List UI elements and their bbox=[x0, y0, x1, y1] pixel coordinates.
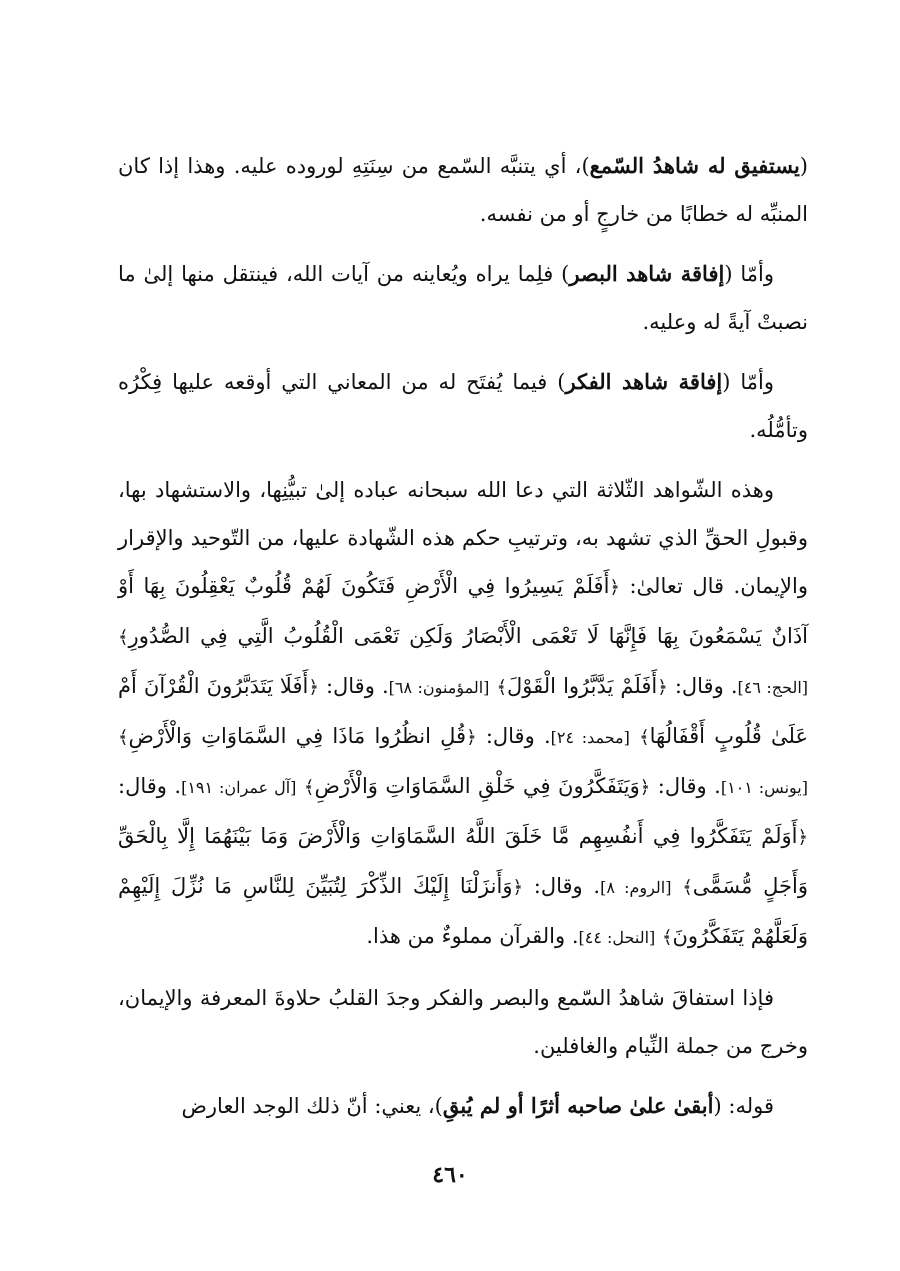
term-quote: أبقىٰ علىٰ صاحبه أثرًا أو لم يُبقِ bbox=[442, 1093, 714, 1118]
paragraph-text: فإذا استفاقَ شاهدُ السّمع والبصر والفكر وجدَ القلبُ حلاوةَ المعرفة والإيمان، وخرج من جملة النِّيام والغافلين. bbox=[118, 986, 808, 1058]
verse-reference: [المؤمنون: ٦٨] bbox=[388, 678, 490, 697]
close-paren: ) bbox=[434, 1094, 443, 1118]
paragraph-text: فيما يُفتَح له من المعاني التي أوقعه عليها فِكْرُه وتأمُّلُه. bbox=[118, 370, 808, 442]
quran-verse: أَفَلَمْ يَدَّبَّرُوا الْقَوْلَ bbox=[507, 674, 658, 698]
said-text: وقال: bbox=[523, 874, 583, 898]
verse-reference: [آل عمران: ١٩١] bbox=[181, 778, 297, 797]
quran-bracket-open: ﴿ bbox=[657, 677, 668, 698]
quran-verse: وَيَتَفَكَّرُونَ فِي خَلْقِ السَّمَاوَاتِ وَالْأَرْضِ bbox=[314, 774, 640, 798]
open-paren: ( bbox=[799, 154, 808, 178]
said-text: وقال: bbox=[318, 674, 375, 698]
term-sight-witness: إفاقة شاهد البصر bbox=[569, 261, 725, 286]
quran-bracket-close: ﴾ bbox=[639, 727, 650, 748]
paragraph-commentary bbox=[118, 1082, 808, 1130]
quran-verse: أَفَلَا يَتَدَبَّرُونَ الْقُرْآنَ أَمْ عَلَىٰ قُلُوبٍ أَقْفَالُهَا bbox=[118, 674, 808, 748]
page-body bbox=[118, 142, 808, 1142]
quran-bracket-open: ﴿ bbox=[609, 577, 620, 598]
verse-reference: [محمد: ٢٤] bbox=[550, 728, 630, 747]
paragraph-hearing bbox=[118, 142, 808, 238]
verse-reference: [النحل: ٤٤] bbox=[578, 928, 656, 947]
lead-text: وأمّا bbox=[730, 370, 774, 394]
verse-reference: [الروم: ٨] bbox=[600, 878, 672, 897]
quran-bracket-open: ﴿ bbox=[639, 777, 651, 798]
quran-bracket-close: ﴾ bbox=[661, 927, 673, 948]
quran-verse: قُلِ انظُرُوا مَاذَا فِي السَّمَاوَاتِ وَالْأَرْضِ bbox=[128, 724, 467, 748]
open-paren: ( bbox=[724, 262, 733, 286]
page-number: ٤٦٠ bbox=[432, 1162, 468, 1188]
said-text: وقال: bbox=[650, 774, 707, 798]
paragraph-sight bbox=[118, 250, 808, 346]
verse-reference: [الحج: ٤٦] bbox=[737, 678, 809, 697]
quran-verse: أَفَلَمْ يَسِيرُوا فِي الْأَرْضِ فَتَكُونَ لَهُمْ قُلُوبٌ يَعْقِلُونَ بِهَا أَوْ آذَانٌ يَسْمَعُونَ بِهَا فَإِنَّهَا لَا تَعْمَى الْأَبْصَارُ وَلَكِن تَعْمَى الْقُلُوبُ الَّتِي فِي الصُّدُورِ bbox=[118, 574, 808, 648]
quran-bracket-open: ﴿ bbox=[308, 677, 319, 698]
open-paren: ( bbox=[722, 370, 731, 394]
paragraph-text: ، يعني: أنّ ذلك الوجد العارض bbox=[181, 1094, 435, 1118]
said-text: وقال: bbox=[667, 674, 724, 698]
lead-text: وأمّا bbox=[732, 262, 774, 286]
open-paren: ( bbox=[713, 1094, 722, 1118]
intro-text: وهذه الشّواهد الثّلاثة التي دعا الله سبحانه عباده إلىٰ تبيُّنِها، والاستشهاد بها، وقبولِ الحقِّ الذي تشهد به، وترتيبِ حكم هذه الشّهادة عليها، من التّوحيد والإقرار والإيمان. قال تعالىٰ: bbox=[118, 478, 808, 598]
quran-bracket-close: ﴾ bbox=[496, 677, 508, 698]
paragraph-text: فلِما يراه ويُعاينه من آيات الله، فينتقل منها إلىٰ ما نصبتْ آيةً له وعليه. bbox=[118, 262, 808, 334]
close-paren: ) bbox=[561, 262, 570, 286]
quran-bracket-close: ﴾ bbox=[303, 777, 315, 798]
quran-bracket-close: ﴾ bbox=[682, 877, 693, 898]
quran-bracket-open: ﴿ bbox=[466, 727, 477, 748]
quran-bracket-close: ﴾ bbox=[118, 727, 129, 748]
lead-text: قوله: bbox=[721, 1094, 774, 1118]
said-text: وقال: bbox=[476, 724, 535, 748]
paragraph-text: ، أي يتنبَّه السّمع من سِنَتِهِ لوروده عليه. وهذا إذا كان المنبِّه له خطابًا من خارجٍ أو من نفسه. bbox=[118, 154, 808, 226]
paragraph-awakening bbox=[118, 974, 808, 1070]
outro-text: . والقرآن مملوءٌ من هذا. bbox=[366, 924, 579, 948]
said-text: وقال: bbox=[118, 774, 167, 798]
quran-bracket-open: ﴿ bbox=[512, 877, 524, 898]
term-thought-witness: إفاقة شاهد الفكر bbox=[565, 369, 723, 394]
term-hearing-witness: يستفيق له شاهدُ السّمع bbox=[589, 153, 800, 178]
close-paren: ) bbox=[557, 370, 566, 394]
close-paren: ) bbox=[581, 154, 590, 178]
quran-bracket-close: ﴾ bbox=[118, 627, 129, 648]
quran-verse: أَوَلَمْ يَتَفَكَّرُوا فِي أَنفُسِهِم مَّا خَلَقَ اللَّهُ السَّمَاوَاتِ وَالْأَرْضَ وَمَا بَيْنَهُمَا إِلَّا بِالْحَقِّ وَأَجَلٍ مُّسَمًّى bbox=[118, 824, 809, 898]
paragraph-three-witnesses: وهذه الشّواهد الثّلاثة التي دعا الله سبحانه عباده إلىٰ تبيُّنِها، والاستشهاد بها، وقبولِ الحقِّ الذي تشهد به، وترتيبِ حكم هذه الشّهادة عليها، من التّوحيد والإقرار والإيمان. قال تعالىٰ: ﴿أَفَلَمْ يَسِيرُوا فِي الْأَرْضِ فَتَكُونَ لَهُمْ قُلُوبٌ يَعْقِلُونَ بِهَا أَوْ آذَانٌ يَسْمَعُونَ بِهَا فَإِنَّهَا لَا تَعْمَى الْأَبْصَارُ وَلَكِن تَعْمَى الْقُلُوبُ الَّتِي فِي الصُّدُورِ﴾ [الحج: ٤٦]. وقال: ﴿أَفَلَمْ يَدَّبَّرُوا الْقَوْلَ﴾ [المؤمنون: ٦٨]. وقال: ﴿أَفَلَا يَتَدَبَّرُونَ الْقُرْآنَ أَمْ عَلَىٰ قُلُوبٍ أَقْفَالُهَا﴾ [محمد: ٢٤]. وقال: ﴿قُلِ انظُرُوا مَاذَا فِي السَّمَاوَاتِ وَالْأَرْضِ﴾ [يونس: ١٠١]. وقال: ﴿وَيَتَفَكَّرُونَ فِي خَلْقِ السَّمَاوَاتِ وَالْأَرْضِ﴾ [آل عمران: ١٩١]. وقال: ﴿أَوَلَمْ يَتَفَكَّرُوا فِي أَنفُسِهِم مَّا خَلَقَ اللَّهُ السَّمَاوَاتِ وَالْأَرْضَ وَمَا بَيْنَهُمَا إِلَّا بِالْحَقِّ وَأَجَلٍ مُّسَمًّى﴾ [الروم: ٨]. وقال: ﴿وَأَنزَلْنَا إِلَيْكَ الذِّكْرَ لِتُبَيِّنَ لِلنَّاسِ مَا نُزِّلَ إِلَيْهِمْ وَلَعَلَّهُمْ يَتَفَكَّرُونَ﴾ [النحل: ٤٤]. والقرآن مملوءٌ من هذا. bbox=[118, 478, 809, 948]
verse-reference: [يونس: ١٠١] bbox=[720, 778, 808, 797]
paragraph-thought bbox=[118, 358, 808, 454]
quran-bracket-open: ﴿ bbox=[797, 827, 808, 848]
quran-verse: وَأَنزَلْنَا إِلَيْكَ الذِّكْرَ لِتُبَيِّنَ لِلنَّاسِ مَا نُزِّلَ إِلَيْهِمْ وَلَعَلَّهُمْ يَتَفَكَّرُونَ bbox=[118, 874, 808, 948]
